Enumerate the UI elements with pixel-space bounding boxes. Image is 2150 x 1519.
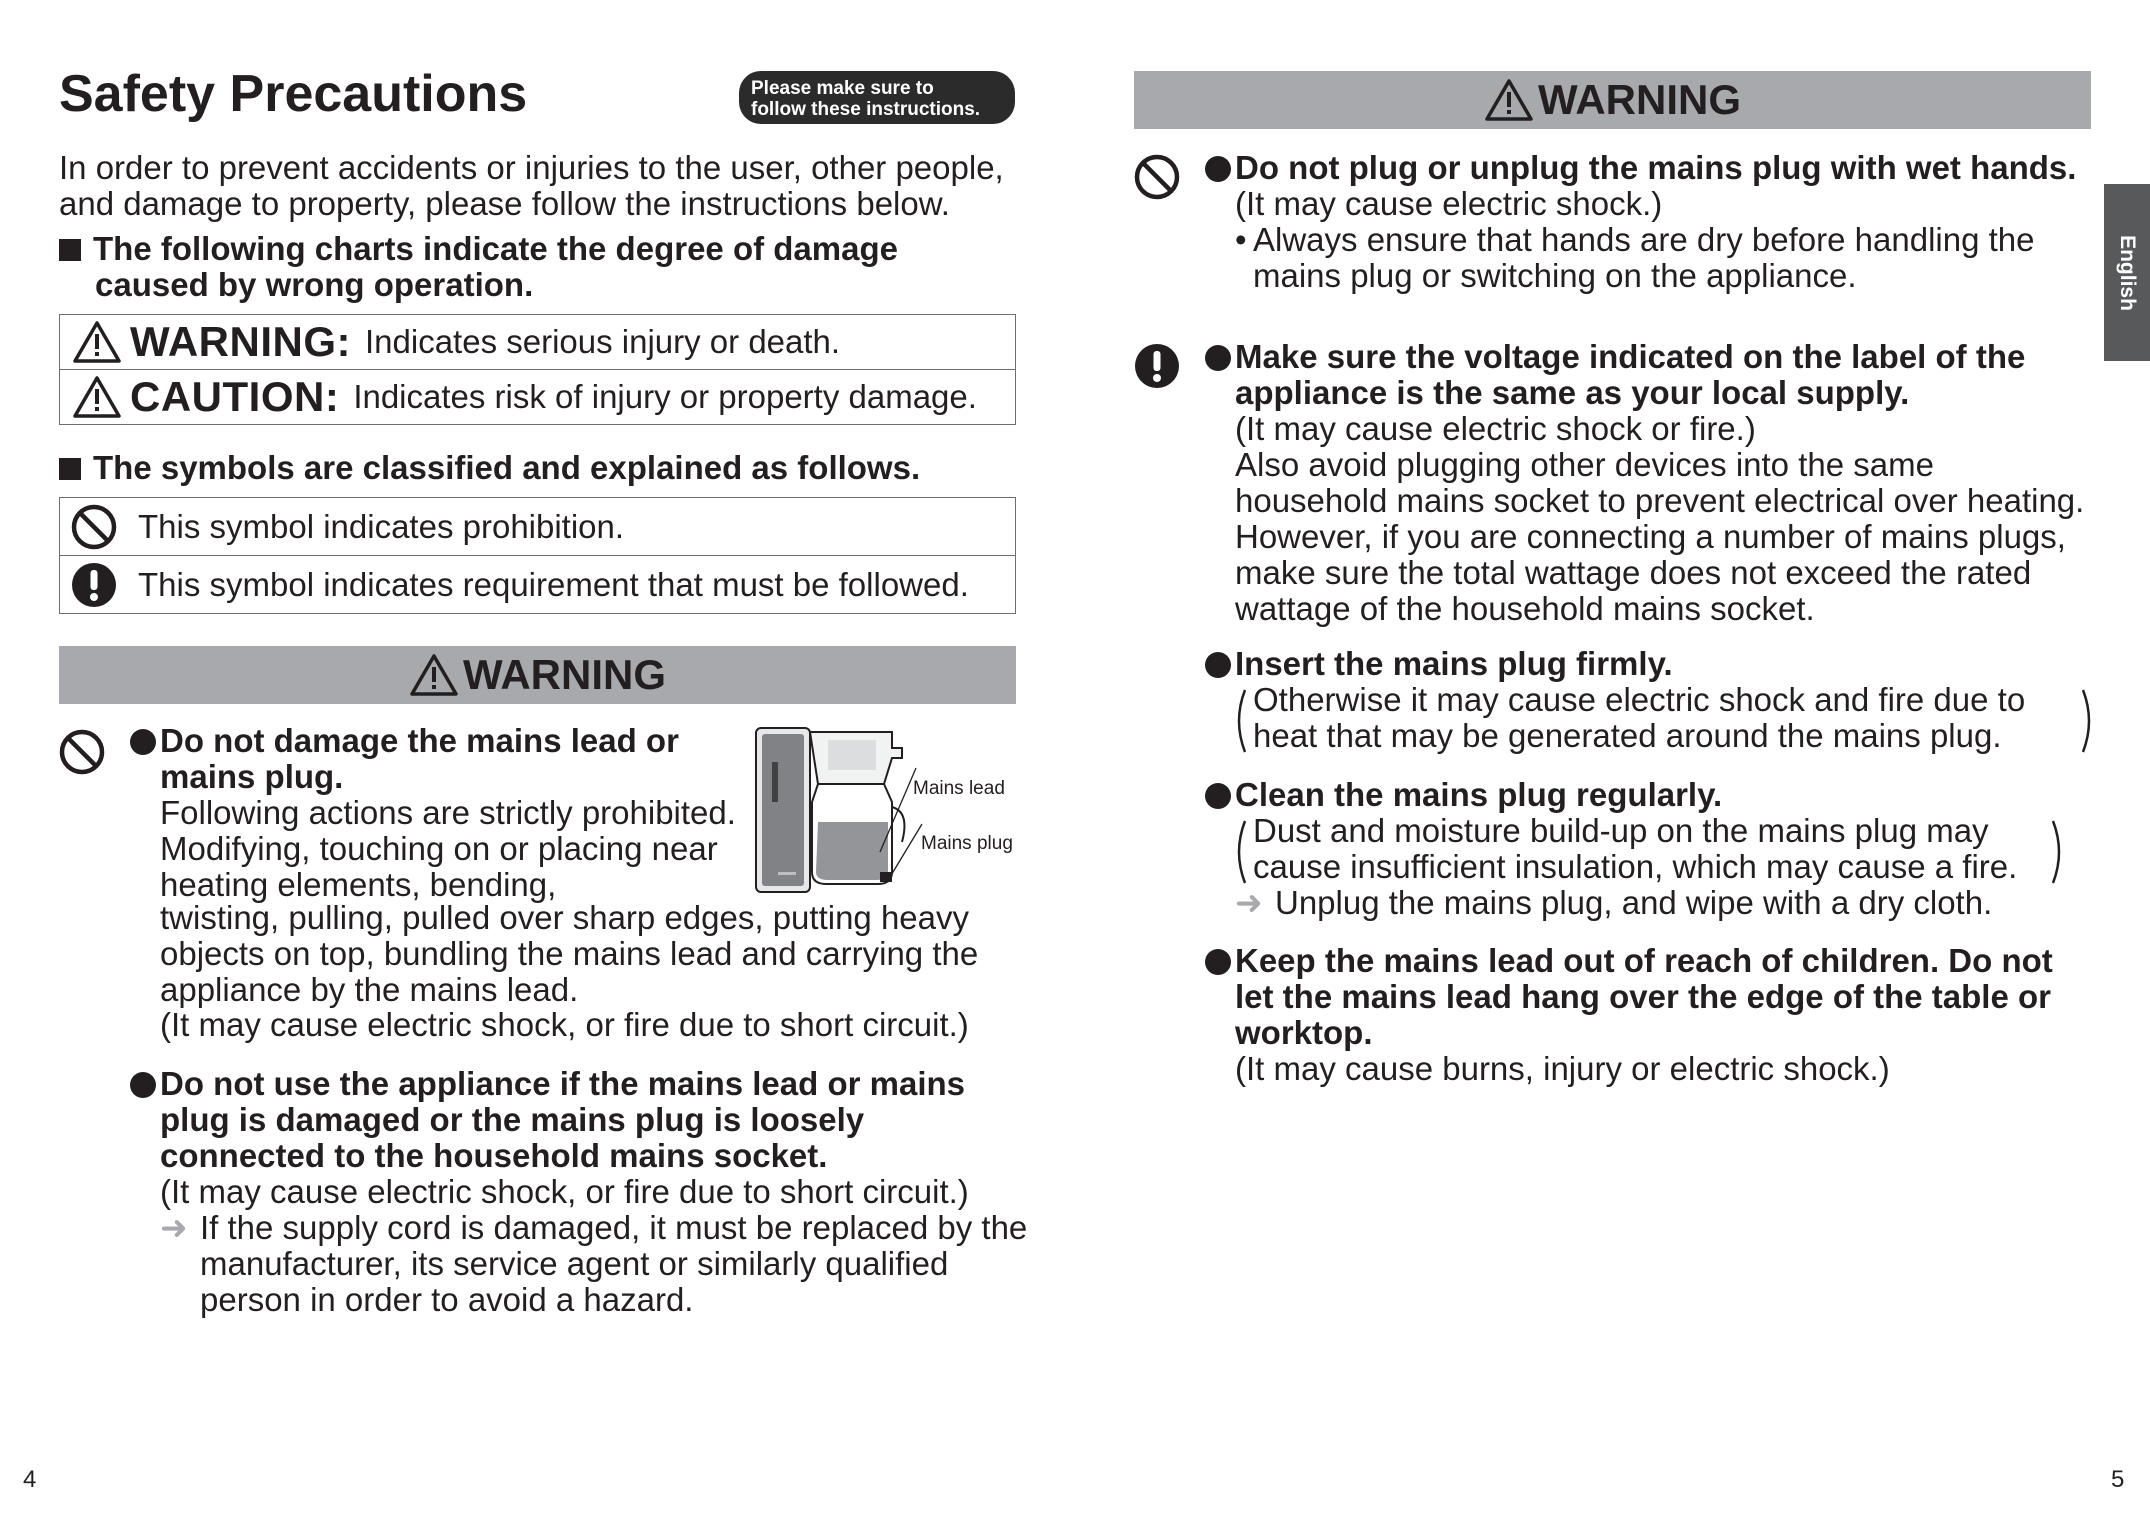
item-arrow-note xyxy=(160,1210,1030,1318)
bullet-icon xyxy=(1205,949,1231,975)
severity-text: Indicates risk of injury or property damage. xyxy=(353,378,977,415)
open-paren-icon xyxy=(1233,819,1247,885)
list-item xyxy=(1205,777,2095,921)
warning-banner-left xyxy=(59,646,1016,704)
list-item xyxy=(130,1066,1030,1318)
item-tip xyxy=(1235,222,2095,294)
mains-plug-callout: Mains plug xyxy=(921,833,1013,854)
severity-row-caution xyxy=(60,370,1016,425)
mains-lead-callout: Mains lead xyxy=(913,778,1005,799)
warning-banner-right xyxy=(1134,71,2091,129)
item-arrow-note xyxy=(1235,885,2095,921)
item-body: heating elements, bending, xyxy=(160,866,557,903)
list-item xyxy=(1205,339,2095,627)
item-parenthetical xyxy=(1235,813,2095,885)
warning-triangle-icon xyxy=(1484,78,1534,122)
bullet-icon xyxy=(130,1072,156,1098)
coffee-maker-illustration xyxy=(752,722,1022,897)
caution-triangle-icon xyxy=(72,375,122,419)
prohibition-icon xyxy=(1133,153,1181,201)
instruction-badge xyxy=(739,71,1015,124)
close-paren-icon xyxy=(2051,819,2065,885)
list-item xyxy=(1205,943,2085,1087)
square-bullet-icon xyxy=(59,239,81,261)
small-bullet-icon: • xyxy=(1235,221,1247,258)
arrow-right-icon: ➜ xyxy=(160,1209,188,1246)
open-paren-icon xyxy=(1233,688,1247,754)
item-heading: Keep the mains lead out of reach of children. Do not let the mains lead hang over the edge of the table or worktop. xyxy=(1235,942,2053,1051)
symbols-heading xyxy=(59,450,1019,486)
badge-line-1: Please make sure to xyxy=(751,78,934,99)
arrow-note-text: Unplug the mains plug, and wipe with a dry cloth. xyxy=(1275,884,1993,921)
parenthetical-text: Otherwise it may cause electric shock and fire due to heat that may be generated around the mains plug. xyxy=(1253,681,2026,754)
tip-text: Always ensure that hands are dry before handling the mains plug or switching on the appliance. xyxy=(1253,221,2035,294)
bullet-icon xyxy=(130,729,156,755)
item-heading: Do not use the appliance if the mains lead or mains plug is damaged or the mains plug is loosely connected to the household mains socket. xyxy=(160,1065,966,1174)
severity-text: Indicates serious injury or death. xyxy=(364,323,841,360)
severity-label: CAUTION: xyxy=(130,373,340,420)
item-body: Following actions are strictly prohibited. xyxy=(160,794,736,831)
square-bullet-icon xyxy=(59,458,81,480)
list-item xyxy=(1205,150,2095,294)
prohibition-icon xyxy=(70,503,118,551)
damage-heading-text: The following charts indicate the degree of damage caused by wrong operation. xyxy=(93,230,898,303)
symbol-text: This symbol indicates requirement that must be followed. xyxy=(138,565,969,603)
damage-heading xyxy=(59,231,995,303)
item-heading: Clean the mains plug regularly. xyxy=(1235,776,1723,813)
close-paren-icon xyxy=(2081,688,2095,754)
bullet-icon xyxy=(1205,783,1231,809)
item-note: (It may cause electric shock, or fire due to short circuit.) xyxy=(160,1006,969,1043)
severity-row-warning xyxy=(60,315,1016,370)
list-item xyxy=(130,723,750,903)
item-note: (It may cause electric shock.) xyxy=(1235,185,1663,222)
bullet-icon xyxy=(1205,345,1231,371)
item-heading: Insert the mains plug firmly. xyxy=(1235,645,1673,682)
prohibition-icon xyxy=(58,728,106,776)
item-body: twisting, pulling, pulled over sharp edges, putting heavy objects on top, bundling the mains lead and carrying the appliance by the mains lead. xyxy=(160,899,979,1008)
symbol-row-prohibition xyxy=(60,498,1016,556)
symbols-heading-text: The symbols are classified and explained as follows. xyxy=(93,449,921,486)
arrow-note-text: If the supply cord is damaged, it must be replaced by the manufacturer, its service agent or similarly qualified person in order to avoid a hazard. xyxy=(200,1209,1028,1318)
badge-line-2: follow these instructions. xyxy=(751,99,981,120)
item-note: (It may cause burns, injury or electric shock.) xyxy=(1235,1050,1890,1087)
requirement-icon xyxy=(70,561,118,609)
item-heading: Do not damage the mains lead or mains plug. xyxy=(160,722,679,795)
severity-table xyxy=(59,314,1016,425)
bullet-icon xyxy=(1205,156,1231,182)
severity-label: WARNING: xyxy=(130,318,351,365)
item-note: (It may cause electric shock, or fire due to short circuit.) xyxy=(160,1173,969,1210)
list-item xyxy=(1205,646,2095,754)
page-number-left: 4 xyxy=(23,1466,37,1493)
item-note: (It may cause electric shock or fire.) xyxy=(1235,410,1756,447)
item-heading: Make sure the voltage indicated on the label of the appliance is the same as your local supply. xyxy=(1235,338,2026,411)
item-body: Modifying, touching on or placing near xyxy=(160,830,718,867)
item-parenthetical xyxy=(1235,682,2095,754)
parenthetical-text: Dust and moisture build-up on the mains plug may cause insufficient insulation, which may cause a fire. xyxy=(1253,812,2018,885)
page-number-right: 5 xyxy=(2111,1466,2125,1493)
warning-triangle-icon xyxy=(409,653,459,697)
item-heading: Do not plug or unplug the mains plug with wet hands. xyxy=(1235,149,2077,186)
symbol-row-requirement xyxy=(60,556,1016,614)
symbol-text: This symbol indicates prohibition. xyxy=(138,507,625,545)
intro-paragraph: In order to prevent accidents or injuries to the user, other people, and damage to property, please follow the instructions below. xyxy=(59,149,1004,222)
symbols-table xyxy=(59,497,1016,614)
arrow-right-icon: ➜ xyxy=(1235,884,1263,921)
page-title: Safety Precautions xyxy=(59,65,528,123)
item-body: Also avoid plugging other devices into the same household mains socket to prevent electrical over heating. However, if you are connecting a number of mains plugs, make sure the total wattage does not exceed the rated wattage of the household mains socket. xyxy=(1235,446,2085,627)
warning-banner-text: WARNING xyxy=(1538,76,1741,123)
language-tab-label: English xyxy=(2116,234,2139,311)
warning-triangle-icon xyxy=(72,320,122,364)
warning-banner-text: WARNING xyxy=(463,651,666,698)
requirement-icon xyxy=(1133,342,1181,390)
bullet-icon xyxy=(1205,652,1231,678)
language-tab xyxy=(2104,184,2150,361)
